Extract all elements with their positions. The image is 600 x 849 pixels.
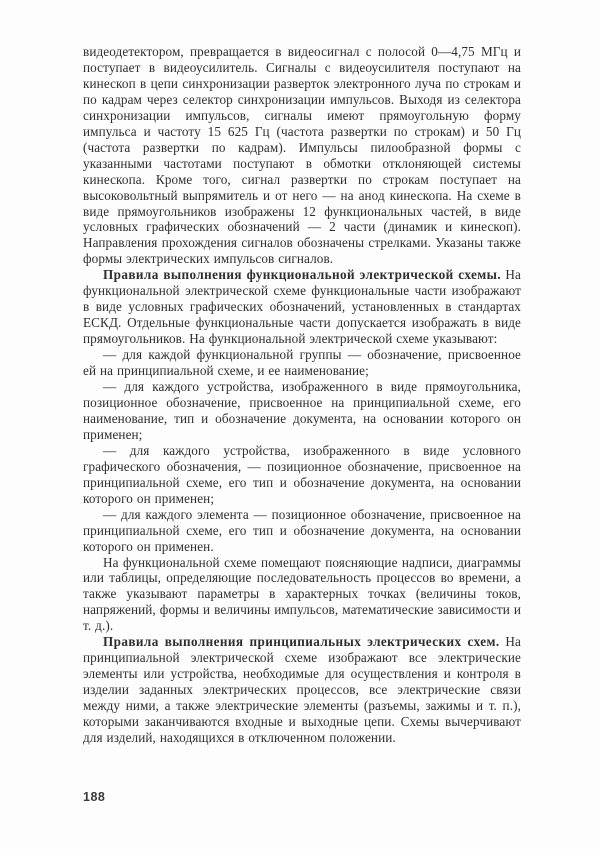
paragraph-functional-annotations: На функциональной схеме помещают поясняющие надписи, диаграммы или таблицы, определяющие последовательность процессов во времени, а также указывают параметры в характерных точках (величины токов, напряжений, формы и величины импульсов, математические зависимости и т. д.). bbox=[83, 554, 521, 634]
section-body-principal: На принципиальной электрической схеме изображают все электрические элементы или устройства, необходимые для осуществления и контроля в изделии заданных электрических процессов, все электрические связи между ними, а также электрические элементы (разъемы, зажимы и т. п.), которыми заканчиваются входные и выходные цепи. Схемы вычерчивают для изделий, находящихся в отключенном положении. bbox=[83, 634, 521, 745]
page-text-block bbox=[83, 44, 521, 746]
section-body-functional: На функциональной электрической схеме функциональные части изображают в виде условных графических обозначений, установленных в стандартах ЕСКД. Отдельные функциональные части допускается изображать в виде прямоугольников. На функциональной электрической схеме указывают: bbox=[83, 267, 521, 347]
list-item-device-rectangle: — для каждого устройства, изображенного в виде прямоугольника, позиционное обозначение, присвоенное на принципиальной схеме, его наименование, тип и обозначение документа, на основании которого он применен; bbox=[83, 379, 521, 442]
page-number: 188 bbox=[83, 790, 106, 804]
section-heading-functional: Правила выполнения функциональной электрической схемы. bbox=[103, 267, 502, 283]
paragraph-functional-rules bbox=[83, 267, 521, 347]
paragraph-continuation: видеодетектором, превращается в видеосигнал с полосой 0—4,75 МГц и поступает в видеоусилитель. Сигналы с видеоусилителя поступают на кинескоп в цепи синхронизации разверток электронного луча по строкам и по кадрам через селектор синхронизации импульсов. Выходя из селектора синхронизации импульсов, сигналы имеют прямоугольную форму импульса и частоту 15 625 Гц (частота развертки по строкам) и 50 Гц (частота развертки по кадрам). Импульсы пилообразной формы с указанными частотами поступают в обмотки отклоняющей системы кинескопа. Кроме того, сигнал развертки по строкам поступает на высоковольтный выпрямитель и от него — на анод кинескопа. На схеме в виде прямоугольников изображены 12 функциональных частей, в виде условных графических обозначений — 2 части (динамик и кинескоп). Направления прохождения сигналов обозначены стрелками. Указаны также формы электрических импульсов сигналов. bbox=[83, 44, 521, 267]
list-item-functional-group: — для каждой функциональной группы — обозначение, присвоенное ей на принципиальной схеме, и ее наименование; bbox=[83, 347, 521, 379]
paragraph-principal-rules bbox=[83, 634, 521, 746]
list-item-element: — для каждого элемента — позиционное обозначение, присвоенное на принципиальной схеме, его тип и обозначение документа, на основании которого он применен. bbox=[83, 506, 521, 554]
section-heading-principal: Правила выполнения принципиальных электрических схем. bbox=[103, 634, 500, 650]
list-item-device-symbol: — для каждого устройства, изображенного в виде условного графического обозначения, — позиционное обозначение, присвоенное на принципиальной схеме, его тип и обозначение документа, на основании которого он применен; bbox=[83, 442, 521, 506]
